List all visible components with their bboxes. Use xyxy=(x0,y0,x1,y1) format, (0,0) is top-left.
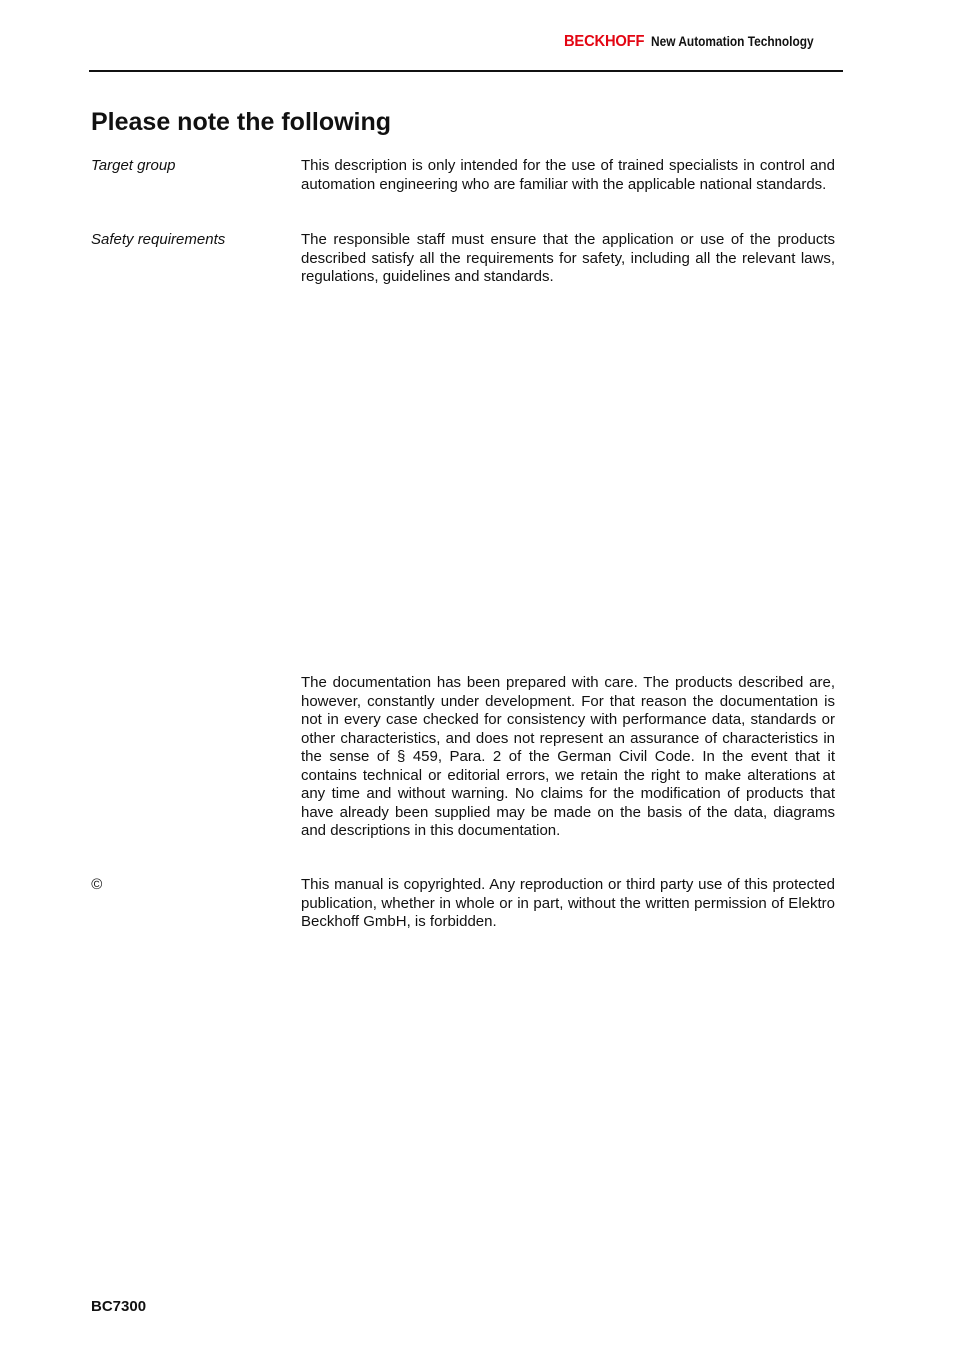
brand-logo-text: BECKHOFF xyxy=(564,33,645,50)
document-code: BC7300 xyxy=(91,1298,147,1315)
header-logo xyxy=(557,33,842,51)
page-title: Please note the following xyxy=(91,108,392,136)
copyright-label: © xyxy=(91,876,103,893)
target-group-text: This description is only intended for the use of trained specialists in control and automation engineering who are familiar with the applicable national standards. xyxy=(301,157,835,193)
brand-tagline: New Automation Technology xyxy=(650,33,814,49)
copyright-text: This manual is copyrighted. Any reproduction or third party use of this protected publication, whether in whole or in part, without the written permission of Elektro Beckhoff GmbH, is forbidden. xyxy=(301,876,835,930)
disclaimer-text: The documentation has been prepared with care. The products described are, however, constantly under development. For that reason the documentation is not in every case checked for consistency with performance data, standards or other characteristics, and does not represent an assurance of characteristics in the sense of § 459, Para. 2 of the German Civil Code. In the event that it contains technical or editorial errors, we retain the right to make alterations at any time and without warning. No claims for the modification of products that have already been supplied may be made on the basis of the data, diagrams and descriptions in this documentation. xyxy=(301,674,835,839)
safety-requirements-text: The responsible staff must ensure that the application or use of the products described satisfy all the requirements for safety, including all the relevant laws, regulations, guidelines and standards. xyxy=(301,231,835,285)
target-group-label: Target group xyxy=(91,157,176,174)
safety-requirements-label: Safety requirements xyxy=(91,231,226,248)
header-divider xyxy=(89,70,843,72)
